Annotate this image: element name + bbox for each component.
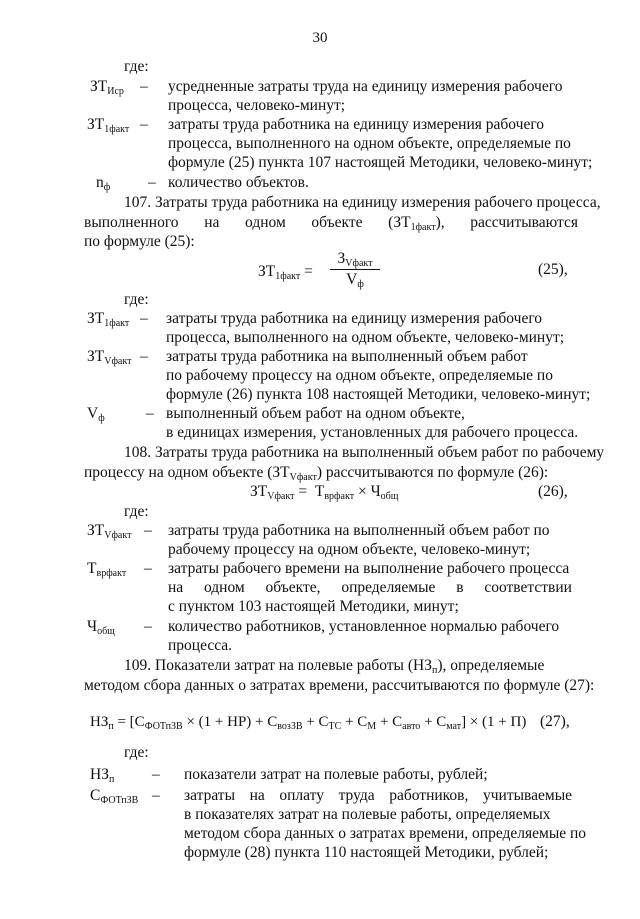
formula-26-label: (26), <box>538 483 568 500</box>
formula-25-denominator: $V_ф$ <box>346 271 364 290</box>
def-dash: – <box>152 766 160 783</box>
def-text-line: затраты труда работника на единицу измерения рабочего <box>166 310 543 327</box>
def-text-line: по рабочему процессу на одном объекте, определяемые по <box>166 367 553 384</box>
def-text-line: показатели затрат на полевые работы, рублей; <box>184 766 488 783</box>
def-text-line: процесса, выполненного на одном объекте, определяемые по <box>168 135 571 152</box>
formula-27-term: + С <box>420 714 447 730</box>
fraction-bar <box>330 269 380 270</box>
def-text-line: затраты труда работника на выполненный объем работ <box>166 348 528 365</box>
def-text-line: количество объектов. <box>168 174 309 191</box>
def-text-line: затраты труда работника на единицу измерения рабочего <box>168 116 545 133</box>
def-symbol: $V_ф$ <box>87 405 105 424</box>
def-text-line: формуле (28) пункта 110 настоящей Методики, рублей; <box>184 844 549 861</box>
def-text-line: рабочему процессу на одном объекте, человеко-минут; <box>168 541 531 558</box>
def-dash: – <box>152 787 160 804</box>
def-dash: – <box>140 348 148 365</box>
def-symbol: $Ч_{общ}$ <box>87 618 115 637</box>
formula-27-term: + С <box>302 714 329 730</box>
formula-27-term: × (1 + НР) + С <box>182 714 278 730</box>
def-text-line: на одном объекте, определяемые в соответствии <box>168 579 572 596</box>
where-label-1: где: <box>124 58 149 75</box>
paragraph-108-line: 108. Затраты труда работника на выполненный объем работ по рабочему <box>124 444 605 461</box>
paragraph-107-line: по формуле (25): <box>84 233 195 250</box>
def-symbol: $НЗ_п$ <box>90 766 115 785</box>
paragraph-109-line: 109. Показатели затрат на полевые работы $(НЗ_п)$, определяемые <box>124 657 545 676</box>
def-dash: – <box>148 174 156 191</box>
formula-27-subscript: М <box>367 721 377 732</box>
formula-27 <box>90 713 526 731</box>
def-text-line: процесса, выполненного на одном объекте, человеко-минут; <box>166 329 565 346</box>
where-label-3: где: <box>124 503 149 520</box>
formula-27-subscript: ТС <box>328 721 342 732</box>
def-text-line: в единицах измерения, установленных для рабочего процесса. <box>166 424 579 441</box>
where-label-2: где: <box>124 291 149 308</box>
def-symbol: $ЗТ_{Vфакт}$ <box>87 522 132 541</box>
formula-27-term: = [С <box>113 714 145 730</box>
paragraph-107-line: 107. Затраты труда работника на единицу измерения рабочего процесса, <box>124 194 601 211</box>
def-text-line: усредненные затраты труда на единицу измерения рабочего <box>168 78 563 95</box>
def-text-line: с пунктом 103 настоящей Методики, минут; <box>168 598 459 615</box>
def-text-line: формуле (26) пункта 108 настоящей Методики, человеко-минут; <box>166 386 591 403</box>
formula-27-subscript: ФОТпЗВ <box>144 721 183 732</box>
formula-27-term: + С <box>376 714 403 730</box>
def-dash: – <box>144 560 152 577</box>
def-text-line: затраты рабочего времени на выполнение рабочего процесса <box>168 560 570 577</box>
formula-27-term: НЗ <box>90 714 109 730</box>
def-symbol: $ЗТ_{1факт}$ <box>87 116 130 135</box>
formula-27-subscript: мат <box>446 721 462 732</box>
def-text-line: количество работников, установленное нормалью рабочего <box>168 618 560 635</box>
def-text-line: выполненный объем работ на одном объекте, <box>166 405 465 422</box>
def-text-line: методом сбора данных о затратах времени, определяемые по <box>184 825 587 842</box>
formula-27-subscript: авто <box>402 721 421 732</box>
def-text-line: процесса, человеко-минут; <box>168 97 346 114</box>
def-dash: – <box>146 405 154 422</box>
def-symbol: $С_{ФОТпЗВ}$ <box>90 787 139 806</box>
def-dash: – <box>140 116 148 133</box>
def-symbol: $ЗТ_{1факт}$ <box>87 310 130 329</box>
def-symbol: $ЗТ_{Vфакт}$ <box>87 348 132 367</box>
def-symbol: $Т_{врфакт}$ <box>87 560 127 579</box>
formula-27-term: ] × (1 + П) <box>461 714 527 730</box>
where-label-4: где: <box>124 744 149 761</box>
def-dash: – <box>144 618 152 635</box>
def-text-line: затраты труда работника на выполненный объем работ по <box>168 522 550 539</box>
paragraph-107-line: выполненного на одном объекте $(ЗТ_{1факт})$, рассчитываются <box>84 214 578 233</box>
def-text-line: в показателях затрат на полевые работы, определяемых <box>184 806 551 823</box>
def-text-line: процесса. <box>168 637 233 654</box>
def-text-line: затраты на оплату труда работников, учитываемые <box>184 787 572 804</box>
def-symbol: $n_ф$ <box>96 174 111 193</box>
paragraph-108-line: процессу на одном объекте $(ЗТ_{Vфакт})$ рассчитываются по формуле (26): <box>84 464 549 483</box>
def-text-line: формуле (25) пункта 107 настоящей Методики, человеко-минут; <box>168 154 593 171</box>
formula-27-subscript: п <box>108 721 114 732</box>
paragraph-109-line: методом сбора данных о затратах времени, рассчитываются по формуле (27): <box>84 677 595 694</box>
page-number: 30 <box>312 30 328 46</box>
formula-27-label: (27), <box>540 713 570 730</box>
formula-26: $ЗТ_{Vфакт} = Т_{врфакт} \times Ч_{общ}$ <box>250 483 399 502</box>
formula-25-lhs: $ЗТ_{1факт}$ = <box>258 263 313 282</box>
formula-25-numerator: $З_{Vфакт}$ <box>337 250 373 269</box>
def-dash: – <box>144 522 152 539</box>
def-dash: – <box>140 310 148 327</box>
formula-25-label: (25), <box>538 261 568 278</box>
def-dash: – <box>140 78 148 95</box>
def-symbol: $ЗТ_{Иср}$ <box>90 78 124 97</box>
formula-27-subscript: возЗВ <box>277 721 303 732</box>
formula-27-term: + С <box>341 714 368 730</box>
